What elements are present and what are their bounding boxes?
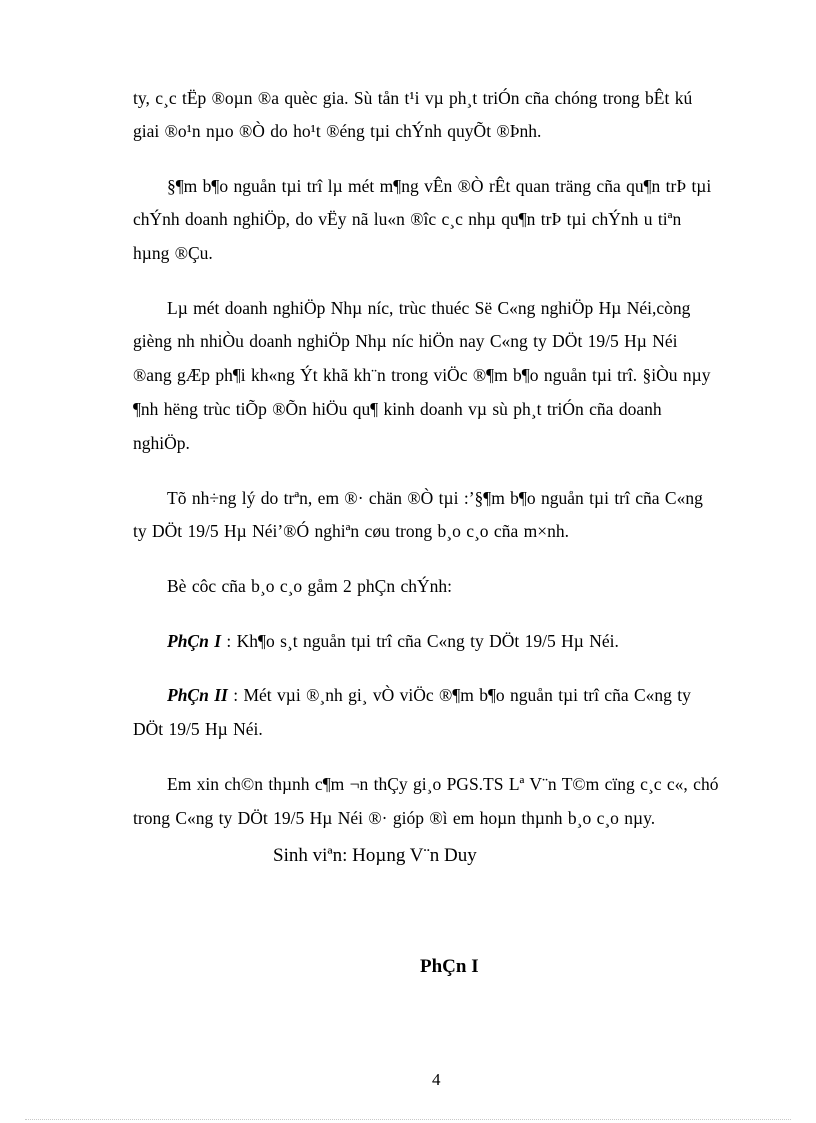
section-heading: PhÇn I — [420, 956, 479, 977]
paragraph-7-line-1 — [167, 685, 691, 705]
paragraph-8-line-2: trong C«ng ty DÖt 19/5 Hµ Néi ®· gióp ®ì em hoµn thµnh b¸o c¸o nµy. — [133, 808, 656, 828]
paragraph-3-line-5: nghiÖp. — [133, 433, 190, 453]
paragraph-3-line-3: ®ang gÆp ph¶i kh«ng Ýt khã kh¨n trong viÖc ®¶m b¶o nguån tµi trî. §iÒu nµy — [133, 365, 711, 385]
paragraph-1-line-1: ty, c¸c tËp ®oµn ®a quèc gia. Sù tån t¹i vµ ph¸t triÓn cña chóng trong bÊt kú — [133, 88, 693, 108]
paragraph-5-line-1: Bè côc cña b¸o c¸o gåm 2 phÇn chÝnh: — [167, 576, 453, 596]
paragraph-3-line-4: ¶nh hëng trùc tiÕp ®Õn hiÖu qu¶ kinh doanh vµ sù ph¸t triÓn cña doanh — [133, 399, 662, 419]
paragraph-2-line-3: hµng ®Çu. — [133, 243, 213, 263]
paragraph-2-line-1: §¶m b¶o nguån tµi trî lµ mét m¶ng vÊn ®Ò rÊt quan träng cña qu¶n trÞ tµi — [167, 176, 712, 196]
paragraph-2-line-2: chÝnh doanh nghiÖp, do vËy nã lu«n ®îc c¸c nhµ qu¶n trÞ tµi chÝnh u tiªn — [133, 209, 682, 229]
part-one-text: : Kh¶o s¸t nguån tµi trî cña C«ng ty DÖt 19/5 Hµ Néi. — [221, 631, 619, 651]
part-two-text: : Mét vµi ®¸nh gi¸ vÒ viÖc ®¶m b¶o nguån tµi trî cña C«ng ty — [227, 685, 691, 705]
signature: Sinh viªn: Hoµng V¨n Duy — [273, 845, 477, 866]
paragraph-8-line-1: Em xin ch©n thµnh c¶m ¬n thÇy gi¸o PGS.TS Lª V¨n T©m cïng c¸c c«, chó — [167, 774, 719, 794]
paragraph-4-line-2: ty DÖt 19/5 Hµ Néi’®Ó nghiªn cøu trong b¸o c¸o cña m×nh. — [133, 521, 569, 541]
paragraph-1-line-2: giai ®o¹n nµo ®Ò do ho¹t ®éng tµi chÝnh quyÕt ®Þnh. — [133, 121, 542, 141]
part-two-label: PhÇn II — [167, 685, 228, 705]
page-number: 4 — [432, 1070, 441, 1089]
paragraph-3-line-1: Lµ mét doanh nghiÖp Nhµ níc, trùc thuéc Së C«ng nghiÖp Hµ Néi,còng — [167, 298, 691, 318]
paragraph-3-line-2: gièng nh nhiÒu doanh nghiÖp Nhµ níc hiÖn nay C«ng ty DÖt 19/5 Hµ Néi — [133, 331, 678, 351]
paragraph-6-line-1 — [167, 631, 619, 651]
paragraph-4-line-1: Tõ nh÷ng lý do trªn, em ®· chän ®Ò tµi :’§¶m b¶o nguån tµi trî cña C«ng — [167, 488, 703, 508]
paragraph-7-line-2: DÖt 19/5 Hµ Néi. — [133, 719, 263, 739]
footer-divider — [25, 1119, 791, 1120]
part-one-label: PhÇn I — [167, 631, 222, 651]
